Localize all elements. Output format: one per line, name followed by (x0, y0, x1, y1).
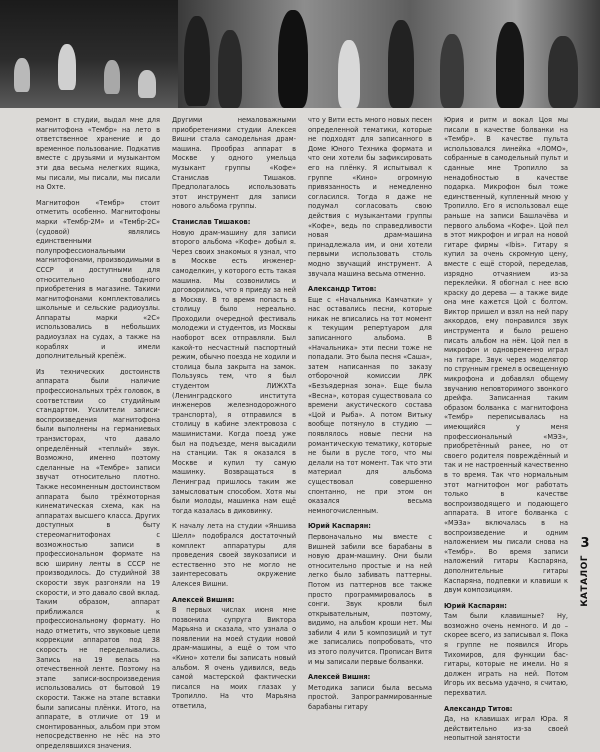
catalog-logo: КАТАЛОГ (580, 555, 590, 607)
paragraph: Еще с «Начальника Камчатки» у нас оставались песни, которые никак не вписались на тот момент к текущим репертуаром для записанного альбома. В «Начальника» эти песни тоже не попадали. Это была песня «Саша», затем написанная по заказу отборочной комиссии ЛРК «Безъядерная зона». Еще была «Весна», которая существовала со времени акустического состава «Цой и Рыба». А потом Витьку вообще потянуло в студию — появлялось новые песни на романтическую тематику, которые не были в русле того, что мы делали на тот момент. Так что эти материал для альбома существовал совершенно спонтанно, не при этом он оказался весьма немногочисленным. (308, 295, 432, 515)
speaker-name: Станислав Тишаков: (172, 217, 251, 226)
speaker-name: Юрий Каспарян: (444, 601, 507, 610)
photo-strip (0, 0, 600, 108)
paragraph: что у Вити есть много новых песен определенной тематики, которые не подходят для записанного в Доме Юного Техника формата и что они хотели бы зафиксировать его на плёнку. Я испытывал к группе «Кино» огромную привязанность и немедленно согласился. Тогда я даже не подумал согласовать свою действия с музыкантами группы «Кофе», ведь по справедливости новая драм-машина принадлежала им, и они хотели первыми использовать столь модно звучащий инструмент. А звучала машина весьма отменно. (308, 116, 432, 278)
paragraph: Из технических достоинств аппарата были наличие профессиональных трёх головок, в соответствии со студийным стандартом. Усилители записи-воспроизведения магнитофона были выполнены на германиевых транзисторах, что давало определённый «теплый» звук. Возможно, именно поэтому сделанные на «Тембре» записи звучат относительно плотно. Также несомненным достоинством аппарата было трёхмоторная кинематическая схема, как на аппаратах высшего класса. Других доступных в быту стереомагнитофонах с возможностью записи в профессиональном формате на всю ширину ленты в СССР не производилось. До студийной 38 скорости звук разгоняли на 19 скорости, и это давало свой вклад. Таким образом, аппарат приближался к профессиональному формату. Но надо отметить, что звуковые цепи коррекции аппаратов под 38 скорость не переделывались. Запись на 19 велась на отечественной ленте. Поэтому на этапе записи-воспроизведения использовались от бытовой 19 скорости. Также на этапе вставки были записаны плёнки. Итого, на аппарате, в отличие от 19 и смонтированных, альбом при этом непосредственно не нёс на это определявшихся значения. (36, 367, 160, 750)
text-column (172, 116, 297, 711)
paragraph: Юрия и ритм и вокал Цоя мы писали в качестве болванки на «Тембр». В качестве пульта использовался линейка «ЛОМО», собранные в самодельный пульт и сданные мне Тропилло за ненадобностью в качестве подарка. Микрофон был тоже единственный, купленный мною у Тропилло. Его я использовал еще раньше на записи Башлачёва и первого альбома «Кофе». Цой пел в этот микрофон и играл на новой гитаре фирмы «Ibis». Гитару я купил за очень скромную цену, вместе с ещё сторой, переделав, изрядно отчаянием из-за переклейки. Я обогнал с нее всю краску до дерева — а также виде она мне кажется Цой с болтом. Виктор пришел и взял на ней пару аккордов, ему понравился звук инструмента и было решено писать альбом на нём. Цой пел в микрофон и одновременно играл на гитаре. Звук через моделятор по струнным гремел в освещенную микрофона и добавлял общему звучанию неповторимого звонкого дрейфа. Записанная таким образом болванка с магнитофона «Тембр» переписывалась на имеющийся у меня профессиональный «МЭЗ», приобретённый ранее, но от своего родителя повреждённый и так и не настроенный качественно в то время. Так что нормальным этот магнитофон мог работать только в качестве воспроизводящего и подающего аппарата. В итоге болванка с «МЭЗа» включалась в на воспроизведение и одним наложением мы писали снова на «Тембр». Во время записи наложений гитары Каспаряна, дополнительные гитары Каспаряна, подпевки и клавиши к двум композициям. (444, 116, 568, 595)
paragraph: В первых числах июня мне позвонила супруга Виктора Марьяна и сказала, что узнала о появлении на моей студии новой драм-машины, а ещё о том что «Кино» хотели бы записать новый альбом. Я очень удивился, ведь самой мастерской фактически писался на моих глазах у Тропилло. На что Марьяна ответила, (172, 606, 296, 711)
paragraph: Там были клавишные? Ну, возможно очень немного. И до – скорее всего, из записывал я. Пока я группе не появился Игорь Тихомиров, для функции бас-гитары, которые не имели. Но я должен играть на ней. Потом Игорь их весьма удачно, я считаю, перехватил. (444, 612, 568, 698)
speaker-name: Юрий Каспарян: (308, 522, 371, 531)
speaker-name: Александр Титов: (308, 285, 377, 294)
band-group-photo (178, 0, 600, 108)
speaker-name: Александр Титов: (444, 704, 513, 713)
concert-photo (0, 0, 178, 108)
text-column (444, 116, 568, 743)
speaker-name: Алексей Вишня: (172, 595, 235, 604)
paragraph: ремонт в студии, выдал мне для магнитофона «Тембр» на лето в ответственное хранение и до временное пользование. Подкатив вместе с друзьями и музыкантом эти два весьма нелегких ящика, мы писали, мы писали, мы писали на Охте. (36, 116, 160, 192)
speaker-name: Алексей Вишня: (308, 673, 371, 682)
paragraph: Другими немаловажными приобретениями студии Алексея Вишни стала самодельная драм-машина. Прообраз аппарат в Москве у одного умельца музыкант группы «Кофе» Станислав Тишаков. Предполагалось использовать этот инструмент для записи нового альбома группы. (172, 116, 296, 211)
paragraph: К началу лета на студии «Яншива Шелл» подобрался достаточный комплект аппаратуры для проведения своей звукозаписи и естественно это не могло не заинтересовать окружение Алексея Вишни. (172, 522, 296, 588)
page-number: 3 (580, 536, 590, 551)
text-column (308, 116, 432, 712)
text-column (36, 116, 160, 750)
paragraph: Методика записи была весьма простой. Запрограммированные барабаны гитару (308, 683, 432, 712)
page-footer (576, 536, 594, 607)
paragraph: Новую драм-машину для записи второго альбома «Кофе» добыл я. Через своих знакомых я узнал, что в Москве есть инженер-самоделкин, у которого есть такая машина. Мы созвонились и договорились, что я приеду за ней в Москву. В то время попасть в столицу было нереально. Проходили очередной фестиваль молодежи и студентов, из Москвы наоборот всех отправляли. Был какой-то несчастный паспортный режим, обычно поезда не ходили и столица была закрыта на замок. Пользуясь тем, что я был студентом ЛИЖХТа (Ленинградского института инженеров железнодорожного транспорта), я отправился в столицу в кабине электровоза с машинистами. Когда поезд уже был на подъезде, меня высадили на станции. Так я оказался в Москве и купил ту самую машинку. Возвращаться в Ленинград пришлось таким же замысловатым способом. Хотя мы были молоды, машинка нам ещё тогда казалась в диковинку. (172, 228, 297, 515)
article-body (36, 116, 568, 750)
paragraph: Первоначально мы вместе с Вишней забили все барабаны в новую драм-машину. Они были относительно простые и на ней легко было забивать паттерны. Потом из паттернов все также просто программировалось в сонги. Звук кровли был открывательным, поэтому, видимо, на альбом кроши нет. Мы забили 4 или 5 композиций и тут же записались попробовать, что из этого получится. Прописан Витя и мы записали первые болванки. (308, 532, 432, 666)
paragraph: Да, на клавишах играл Юра. Я действительно из-за своей неопытной занятости (444, 715, 568, 743)
paragraph: Магнитофон «Тембр» стоит отметить особенно. Магнитофоны марки «Тембр-2М» и «Тембр-2С» (судовой) являлись единственными полупрофессиональными магнитофонами, производимыми в СССР и доступными для относительно свободного приобретения в магазине. Такими магнитофонами комплектовались школьные и сельские радиоузлы. Аппараты марки «2С» использовались в небольших радиоузлах на судах, а также на кораблях и имели дополнительный крепёж. (36, 198, 160, 361)
